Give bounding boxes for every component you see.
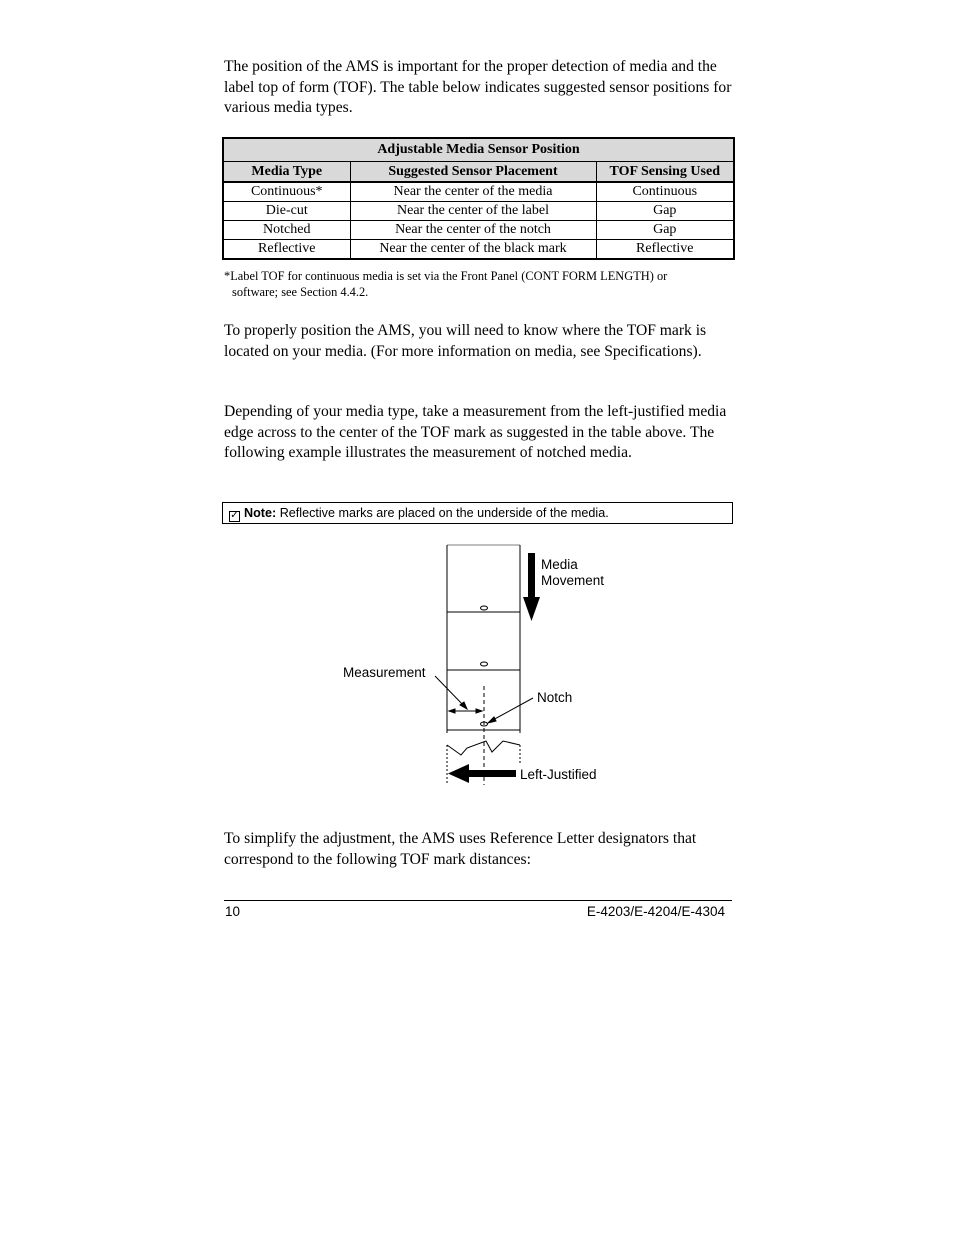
- intro-paragraph: The position of the AMS is important for the proper detection of media and the label top of form (TOF). The table below indicates suggested sensor positions for various media types.: [224, 58, 732, 116]
- table-title: Adjustable Media Sensor Position: [223, 138, 734, 162]
- footnote-line: *Label TOF for continuous media is set via the Front Panel (CONT FORM LENGTH) or: [224, 269, 668, 283]
- checkbox-icon: ✓: [230, 510, 239, 521]
- media-movement-label-line: Media: [541, 557, 578, 572]
- footnote-line: software; see Section 4.4.2.: [232, 285, 369, 299]
- measurement-label: Measurement: [343, 665, 426, 680]
- note-text: Reflective marks are placed on the underside of the media.: [279, 506, 609, 520]
- table-cell: Continuous*: [223, 182, 350, 202]
- model-number: E-4203/E-4204/E-4304: [586, 904, 725, 919]
- simplify-paragraph: To simplify the adjustment, the AMS uses Reference Letter designators that correspond to the following TOF mark distances:: [224, 830, 697, 868]
- column-header-sensor-placement: Suggested Sensor Placement: [350, 162, 596, 183]
- notch-label: Notch: [537, 690, 573, 705]
- table-cell: Die-cut: [223, 202, 350, 221]
- measurement-paragraph: Depending of your media type, take a measurement from the left-justified media edge across to the center of the TOF mark as suggested in the table above. The following example illustrates the measurement of notched media.: [224, 403, 727, 461]
- table-cell: Gap: [596, 202, 734, 221]
- media-movement-label: [541, 557, 604, 589]
- notch-pointer: [488, 698, 533, 723]
- table-cell: Near the center of the notch: [350, 221, 596, 240]
- media-movement-arrow-icon: [523, 553, 540, 621]
- table-cell: Near the center of the media: [350, 182, 596, 202]
- media-movement-label-line: Movement: [541, 573, 605, 588]
- note-label: Note:: [244, 506, 277, 520]
- table-cell: Notched: [223, 221, 350, 240]
- table-cell: Reflective: [223, 240, 350, 260]
- column-header-tof-sensing: TOF Sensing Used: [596, 162, 734, 183]
- footer-divider: [224, 900, 732, 901]
- table-cell: Near the center of the black mark: [350, 240, 596, 260]
- column-header-media-type: Media Type: [223, 162, 350, 183]
- measurement-arrow: [435, 676, 482, 713]
- table-cell: Near the center of the label: [350, 202, 596, 221]
- left-justified-label: Left-Justified: [520, 767, 597, 782]
- table-cell: Continuous: [596, 182, 734, 202]
- position-paragraph: To properly position the AMS, you will need to know where the TOF mark is located on your media. (For more information on media, see Specifications).: [224, 322, 707, 360]
- left-justified-arrow-icon: [448, 764, 516, 783]
- page-number: 10: [225, 904, 241, 919]
- table-cell: Reflective: [596, 240, 734, 260]
- table-cell: Gap: [596, 221, 734, 240]
